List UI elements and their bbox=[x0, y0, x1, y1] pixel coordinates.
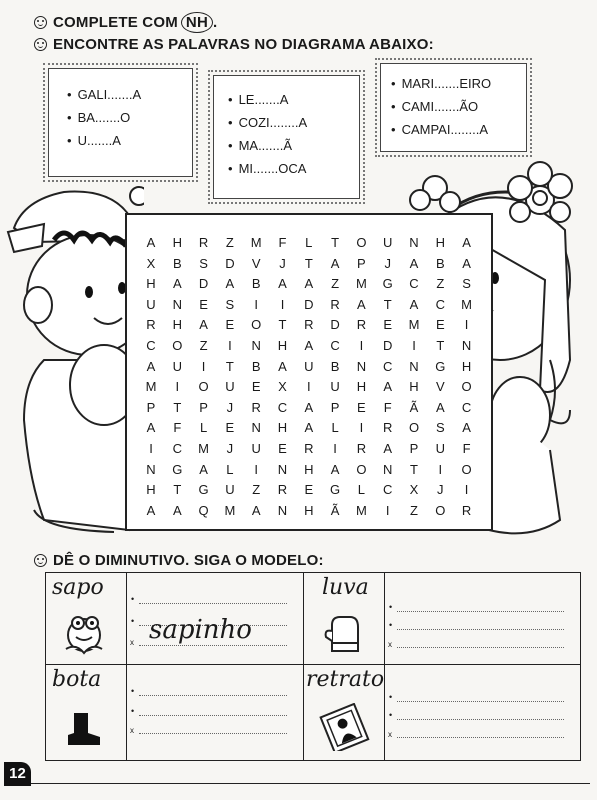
grid-letter: A bbox=[304, 276, 314, 292]
answer-cell-retrato bbox=[385, 665, 581, 761]
grid-letter: I bbox=[149, 441, 153, 456]
grid-letter: R bbox=[330, 296, 340, 312]
diminutive-table bbox=[45, 572, 581, 761]
grid-letter: H bbox=[172, 317, 182, 333]
grid-letter: S bbox=[199, 255, 208, 271]
grid-letter: M bbox=[145, 379, 157, 395]
line-marker: x bbox=[130, 726, 134, 735]
grid-letter: T bbox=[173, 482, 182, 498]
grid-letter: O bbox=[198, 379, 209, 395]
grid-letter: M bbox=[355, 502, 367, 518]
grid-letter: X bbox=[409, 482, 419, 498]
grid-letter: G bbox=[382, 276, 393, 292]
grid-letter: A bbox=[357, 296, 366, 312]
grid-letter: U bbox=[225, 379, 235, 395]
grid-letter: N bbox=[251, 338, 261, 353]
grid-letter: G bbox=[172, 461, 183, 477]
grid-letter: H bbox=[435, 235, 445, 250]
grid-letter: A bbox=[330, 255, 340, 271]
grid-letter: B bbox=[330, 358, 340, 374]
answer-cell-sapo bbox=[127, 573, 304, 665]
grid-letter: B bbox=[251, 276, 261, 292]
grid-letter: A bbox=[199, 461, 208, 477]
grid-letter: I bbox=[201, 358, 206, 374]
grid-letter: G bbox=[330, 482, 341, 498]
grid-letter: A bbox=[278, 358, 287, 374]
grid-letter: A bbox=[251, 502, 261, 518]
grid-letter: B bbox=[251, 358, 261, 374]
grid-letter: N bbox=[461, 338, 472, 353]
grid-letter: N bbox=[356, 358, 367, 374]
grid-letter: C bbox=[277, 399, 288, 415]
glove-icon bbox=[324, 613, 364, 655]
card-item: • MARI.......EIRO bbox=[391, 72, 526, 95]
grid-letter: N bbox=[146, 461, 156, 477]
grid-letter: P bbox=[146, 399, 156, 415]
word-card-1 bbox=[48, 68, 193, 177]
grid-letter: F bbox=[462, 441, 471, 456]
line-marker: x bbox=[130, 638, 134, 647]
grid-letter: R bbox=[146, 317, 156, 333]
grid-letter: A bbox=[383, 379, 393, 395]
grid-letter: T bbox=[225, 358, 234, 374]
grid-letter: S bbox=[462, 276, 471, 292]
grid-letter: D bbox=[382, 338, 393, 353]
answer-cell-bota bbox=[127, 665, 304, 761]
grid-letter: O bbox=[356, 461, 367, 477]
grid-letter: L bbox=[226, 461, 234, 477]
word-label: bota bbox=[52, 667, 102, 692]
grid-letter: E bbox=[278, 441, 287, 456]
grid-letter: I bbox=[333, 441, 337, 456]
grid-letter: H bbox=[356, 379, 367, 395]
grid-letter: A bbox=[462, 255, 471, 271]
grid-letter: C bbox=[382, 482, 393, 498]
word-cell-sapo bbox=[46, 573, 127, 665]
card-item: • U.......A bbox=[67, 129, 192, 152]
portrait-icon bbox=[318, 703, 372, 751]
grid-letter: R bbox=[251, 399, 261, 415]
grid-letter: P bbox=[330, 399, 340, 415]
grid-letter: Z bbox=[331, 276, 340, 292]
grid-letter: H bbox=[304, 461, 314, 477]
grid-letter: A bbox=[146, 235, 156, 250]
card-item: • GALI.......A bbox=[67, 83, 192, 106]
grid-letter: Ã bbox=[330, 502, 340, 518]
grid-letter: A bbox=[330, 461, 340, 477]
grid-letter: R bbox=[198, 235, 209, 250]
grid-letter: N bbox=[409, 235, 419, 250]
grid-letter: O bbox=[461, 461, 472, 477]
grid-letter: E bbox=[383, 317, 393, 333]
grid-letter: R bbox=[356, 441, 367, 456]
grid-letter: H bbox=[409, 379, 419, 395]
grid-letter: N bbox=[382, 461, 393, 477]
grid-letter: I bbox=[412, 338, 416, 353]
grid-letter: R bbox=[277, 482, 288, 498]
grid-letter: M bbox=[355, 276, 367, 292]
grid-letter: D bbox=[330, 317, 340, 333]
grid-letter: T bbox=[173, 399, 182, 415]
grid-letter: I bbox=[254, 461, 258, 477]
grid-letter: H bbox=[277, 420, 288, 436]
grid-letter: P bbox=[409, 441, 419, 456]
grid-letter: Z bbox=[225, 235, 234, 250]
grid-letter: T bbox=[436, 338, 445, 353]
grid-letter: O bbox=[356, 235, 367, 250]
grid-letter: V bbox=[435, 379, 445, 395]
grid-letter: F bbox=[173, 420, 182, 436]
grid-letter: U bbox=[172, 358, 182, 374]
word-label: sapo bbox=[52, 575, 104, 600]
grid-letter: X bbox=[278, 379, 287, 395]
grid-letter: H bbox=[277, 338, 288, 353]
card-item: • CAMPAI........A bbox=[391, 118, 526, 141]
grid-letter: M bbox=[224, 502, 236, 518]
grid-letter: U bbox=[330, 379, 340, 395]
grid-letter: U bbox=[382, 235, 393, 250]
word-cell-retrato bbox=[304, 665, 385, 761]
page-number: 12 bbox=[4, 762, 31, 786]
card-item: • MI.......OCA bbox=[228, 157, 359, 180]
grid-letter: U bbox=[304, 358, 314, 374]
grid-letter: A bbox=[435, 399, 445, 415]
line-marker: x bbox=[388, 730, 392, 739]
grid-letter: A bbox=[172, 276, 182, 292]
grid-letter: N bbox=[277, 502, 288, 518]
card-item: • CAMI.......ÃO bbox=[391, 95, 526, 118]
grid-letter: R bbox=[356, 317, 367, 333]
grid-letter: I bbox=[438, 461, 443, 477]
grid-letter: A bbox=[462, 235, 471, 250]
word-label: luva bbox=[322, 575, 369, 600]
grid-letter: I bbox=[464, 482, 469, 498]
grid-letter: M bbox=[408, 317, 420, 333]
grid-letter: Z bbox=[252, 482, 261, 498]
answer-cell-luva bbox=[385, 573, 581, 665]
line-marker: x bbox=[388, 640, 392, 649]
grid-letter: O bbox=[461, 379, 472, 395]
grid-letter: C bbox=[461, 399, 472, 415]
grid-letter: A bbox=[409, 255, 419, 271]
grid-letter: O bbox=[251, 317, 262, 333]
grid-letter: A bbox=[146, 502, 156, 518]
grid-letter: V bbox=[251, 255, 261, 271]
nh-circled-text: NH bbox=[181, 12, 213, 33]
grid-letter: I bbox=[359, 420, 364, 436]
instruction-complete: COMPLETE COM NH . bbox=[34, 12, 217, 33]
grid-letter: R bbox=[461, 502, 472, 518]
grid-letter: X bbox=[146, 255, 156, 271]
word-search-grid bbox=[125, 213, 493, 531]
grid-letter: N bbox=[277, 461, 288, 477]
grid-letter: R bbox=[304, 441, 314, 456]
grid-letter: I bbox=[228, 338, 232, 353]
grid-letter: G bbox=[198, 482, 209, 498]
smiley-icon bbox=[34, 16, 47, 29]
grid-letter: I bbox=[175, 379, 180, 395]
grid-letter: C bbox=[330, 338, 340, 353]
card-item: • MA.......Ã bbox=[228, 134, 359, 157]
grid-letter: M bbox=[250, 235, 262, 250]
grid-letter: H bbox=[146, 276, 156, 292]
grid-letter: I bbox=[385, 502, 390, 518]
grid-letter: E bbox=[199, 296, 208, 312]
word-cell-luva bbox=[304, 573, 385, 665]
word-card-2 bbox=[213, 75, 360, 199]
grid-letter: O bbox=[435, 502, 446, 518]
grid-letter: A bbox=[199, 317, 208, 333]
grid-letter: Z bbox=[410, 502, 418, 518]
grid-letter: T bbox=[383, 296, 392, 312]
grid-letter: E bbox=[225, 317, 235, 333]
grid-letter: F bbox=[278, 235, 287, 250]
grid-letter: Z bbox=[199, 338, 208, 353]
instruction-diminutive: DÊ O DIMINUTIVO. SIGA O MODELO: bbox=[34, 552, 324, 569]
frog-icon bbox=[60, 607, 108, 657]
grid-letter: P bbox=[199, 399, 208, 415]
grid-letter: T bbox=[304, 255, 313, 271]
card-item: • LE.......A bbox=[228, 88, 359, 111]
grid-letter: M bbox=[461, 296, 473, 312]
grid-letter: A bbox=[304, 420, 314, 436]
grid-letter: Ã bbox=[409, 399, 419, 415]
grid-letter: C bbox=[146, 338, 156, 353]
grid-letter: A bbox=[304, 399, 314, 415]
grid-letter: U bbox=[251, 441, 261, 456]
instruction-find-words: ENCONTRE AS PALAVRAS NO DIAGRAMA ABAIXO: bbox=[34, 36, 434, 53]
grid-letter: E bbox=[435, 317, 445, 333]
grid-letter: A bbox=[225, 276, 235, 292]
grid-letter: L bbox=[199, 420, 208, 436]
grid-letter: F bbox=[383, 399, 392, 415]
word-label: retrato bbox=[306, 667, 385, 692]
grid-letter: C bbox=[435, 296, 445, 312]
grid-letter: U bbox=[146, 296, 156, 312]
grid-letter: B bbox=[172, 255, 182, 271]
grid-letter: E bbox=[225, 420, 235, 436]
grid-letter: U bbox=[435, 441, 445, 456]
grid-letter: I bbox=[280, 296, 285, 312]
grid-letter: I bbox=[464, 317, 469, 333]
grid-letter: O bbox=[172, 338, 183, 353]
card-item: • BA.......O bbox=[67, 106, 192, 129]
grid-letter: H bbox=[172, 235, 182, 250]
grid-letter: H bbox=[146, 482, 156, 498]
grid-letter: I bbox=[359, 338, 364, 353]
smiley-icon bbox=[34, 38, 47, 51]
grid-letter: P bbox=[357, 255, 366, 271]
grid-letter: L bbox=[305, 235, 313, 250]
boy-cartoon bbox=[4, 180, 144, 540]
grid-letter: C bbox=[172, 441, 182, 456]
grid-letter: D bbox=[198, 276, 209, 292]
grid-letter: J bbox=[226, 399, 234, 415]
grid-letter: R bbox=[382, 420, 393, 436]
grid-letter: L bbox=[331, 420, 339, 436]
grid-letter: C bbox=[409, 276, 419, 292]
grid-letter: N bbox=[409, 358, 419, 374]
smiley-icon bbox=[34, 554, 47, 567]
grid-letter: A bbox=[409, 296, 419, 312]
grid-letter: O bbox=[408, 420, 420, 436]
grid-letter: E bbox=[304, 482, 314, 498]
grid-letter: D bbox=[304, 296, 314, 312]
grid-letter: H bbox=[461, 358, 472, 374]
grid-letter: D bbox=[225, 255, 235, 271]
grid-letter: T bbox=[410, 461, 418, 477]
grid-letter: A bbox=[146, 358, 156, 374]
grid-letter: I bbox=[254, 296, 258, 312]
grid-letter: J bbox=[437, 482, 444, 498]
bottom-rule bbox=[30, 783, 590, 784]
grid-letter: J bbox=[279, 255, 286, 271]
grid-letter: I bbox=[306, 379, 311, 395]
word-card-3 bbox=[380, 63, 527, 152]
grid-letter: L bbox=[357, 482, 365, 498]
grid-letter: E bbox=[357, 399, 366, 415]
grid-letter: A bbox=[172, 502, 182, 518]
grid-letter: A bbox=[146, 420, 156, 436]
grid-letter: S bbox=[435, 420, 445, 436]
grid-letter: M bbox=[198, 441, 210, 456]
word-cell-bota bbox=[46, 665, 127, 761]
grid-letter: R bbox=[304, 317, 314, 333]
grid-letter: G bbox=[435, 358, 446, 374]
model-answer: sapinho bbox=[149, 615, 252, 645]
grid-letter: B bbox=[435, 255, 445, 271]
grid-letter: J bbox=[226, 441, 234, 456]
grid-letter: T bbox=[331, 235, 340, 250]
grid-letter: U bbox=[225, 482, 235, 498]
card-item: • COZI........A bbox=[228, 111, 359, 134]
grid-letter: Q bbox=[198, 502, 209, 518]
grid-letter: H bbox=[304, 502, 314, 518]
grid-letter: N bbox=[172, 296, 182, 312]
grid-letter: A bbox=[278, 276, 287, 292]
grid-letter: N bbox=[251, 420, 261, 436]
grid-letter: S bbox=[225, 296, 235, 312]
boot-icon bbox=[64, 711, 104, 747]
grid-letter: E bbox=[251, 379, 261, 395]
grid-letter: T bbox=[278, 317, 287, 333]
grid-letter: A bbox=[383, 441, 393, 456]
grid-letter: A bbox=[304, 338, 314, 353]
grid-letter: C bbox=[382, 358, 393, 374]
grid-letter: A bbox=[462, 420, 471, 436]
grid-letter: J bbox=[384, 255, 391, 271]
grid-letter: Z bbox=[436, 276, 445, 292]
